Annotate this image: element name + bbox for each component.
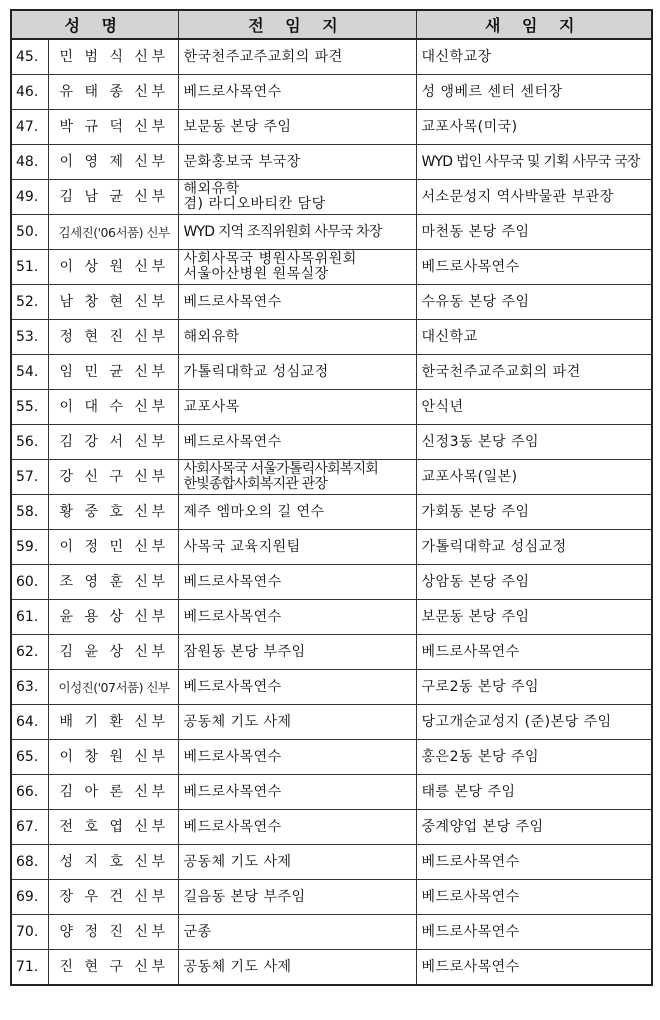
table-row: [11, 915, 652, 950]
header-previous: 전 임 지: [178, 10, 416, 39]
previous-post: [178, 530, 416, 565]
table-row: [11, 110, 652, 145]
row-number: 61.: [11, 600, 48, 635]
new-post: 중계양업 본당 주임: [416, 810, 652, 845]
new-post: 신정3동 본당 주임: [416, 425, 652, 460]
table-body: [11, 39, 652, 985]
previous-post-line: 한빛종합사회복지관 관장: [183, 476, 328, 492]
previous-post-line: 베드로사목연수: [183, 433, 282, 450]
previous-post: [178, 950, 416, 986]
row-number: 64.: [11, 705, 48, 740]
row-number: 46.: [11, 75, 48, 110]
row-number: 54.: [11, 355, 48, 390]
row-number: 45.: [11, 39, 48, 75]
priest-name: 윤 용 상 신부: [48, 600, 178, 635]
table-row: [11, 180, 652, 215]
new-post: 상암동 본당 주임: [416, 565, 652, 600]
previous-post-line: 잠원동 본당 부주임: [183, 643, 306, 660]
priest-name: 남 창 현 신부: [48, 285, 178, 320]
previous-post: [178, 845, 416, 880]
priest-name: 임 민 균 신부: [48, 355, 178, 390]
new-post: 베드로사목연수: [416, 915, 652, 950]
previous-post: [178, 180, 416, 215]
new-post: 서소문성지 역사박물관 부관장: [416, 180, 652, 215]
previous-post: [178, 600, 416, 635]
new-post: 베드로사목연수: [416, 950, 652, 986]
row-number: 58.: [11, 495, 48, 530]
priest-name: 이 상 원 신부: [48, 250, 178, 285]
previous-post-line: 한국천주교주교회의 파견: [183, 48, 343, 65]
new-post: 베드로사목연수: [416, 880, 652, 915]
previous-post: [178, 495, 416, 530]
previous-post-line: 베드로사목연수: [183, 608, 282, 625]
table-row: [11, 355, 652, 390]
new-post: 대신학교: [416, 320, 652, 355]
table-row: [11, 600, 652, 635]
table-row: [11, 460, 652, 495]
row-number: 55.: [11, 390, 48, 425]
previous-post: [178, 740, 416, 775]
new-post: 베드로사목연수: [416, 250, 652, 285]
previous-post: [178, 880, 416, 915]
previous-post-line: 해외유학: [183, 181, 240, 197]
previous-post: [178, 425, 416, 460]
row-number: 67.: [11, 810, 48, 845]
new-post: 태릉 본당 주임: [416, 775, 652, 810]
previous-post: [178, 460, 416, 495]
previous-post-line: 사회사목국 서울가톨릭사회복지회: [183, 461, 379, 477]
priest-name: 이 대 수 신부: [48, 390, 178, 425]
previous-post-line: 군종: [183, 923, 212, 940]
priest-name: 김세진('06서품) 신부: [48, 215, 178, 250]
table-row: [11, 705, 652, 740]
priest-name: 강 신 구 신부: [48, 460, 178, 495]
previous-post: [178, 635, 416, 670]
priest-name: 김 남 균 신부: [48, 180, 178, 215]
priest-name: 박 규 덕 신부: [48, 110, 178, 145]
previous-post-line: 서울아산병원 원목실장: [183, 266, 329, 282]
previous-post: [178, 250, 416, 285]
previous-post: [178, 215, 416, 250]
previous-post: [178, 775, 416, 810]
new-post: 대신학교장: [416, 39, 652, 75]
priest-name: 민 범 식 신부: [48, 39, 178, 75]
priest-name: 김 윤 상 신부: [48, 635, 178, 670]
priest-name: 배 기 환 신부: [48, 705, 178, 740]
row-number: 68.: [11, 845, 48, 880]
row-number: 65.: [11, 740, 48, 775]
row-number: 60.: [11, 565, 48, 600]
table-row: [11, 740, 652, 775]
row-number: 70.: [11, 915, 48, 950]
previous-post-line: 교포사목: [183, 398, 240, 415]
previous-post: [178, 39, 416, 75]
priest-name: 조 영 훈 신부: [48, 565, 178, 600]
row-number: 47.: [11, 110, 48, 145]
previous-post: [178, 670, 416, 705]
new-post: 한국천주교주교회의 파견: [416, 355, 652, 390]
priest-name: 유 태 종 신부: [48, 75, 178, 110]
row-number: 66.: [11, 775, 48, 810]
previous-post-line: 베드로사목연수: [183, 83, 282, 100]
new-post: 구로2동 본당 주임: [416, 670, 652, 705]
header-new: 새 임 지: [416, 10, 652, 39]
previous-post: [178, 355, 416, 390]
new-post: 베드로사목연수: [416, 635, 652, 670]
previous-post-line: 문화홍보국 부국장: [183, 153, 301, 170]
priest-name: 정 현 진 신부: [48, 320, 178, 355]
row-number: 52.: [11, 285, 48, 320]
priest-name: 장 우 건 신부: [48, 880, 178, 915]
table-row: [11, 565, 652, 600]
table-row: [11, 950, 652, 986]
previous-post: [178, 285, 416, 320]
new-post: WYD 법인 사무국 및 기획 사무국 국장: [416, 145, 652, 180]
priest-name: 김 아 론 신부: [48, 775, 178, 810]
previous-post-line: 베드로사목연수: [183, 293, 282, 310]
new-post: 가톨릭대학교 성심교정: [416, 530, 652, 565]
previous-post-line: 보문동 본당 주임: [183, 118, 292, 135]
new-post: 성 앵베르 센터 센터장: [416, 75, 652, 110]
new-post: 보문동 본당 주임: [416, 600, 652, 635]
new-post: 안식년: [416, 390, 652, 425]
previous-post-line: 제주 엠마오의 길 연수: [183, 503, 325, 520]
row-number: 71.: [11, 950, 48, 986]
previous-post-line: 베드로사목연수: [183, 678, 282, 695]
appointments-table: [10, 9, 653, 986]
previous-post: [178, 705, 416, 740]
new-post: 마천동 본당 주임: [416, 215, 652, 250]
row-number: 62.: [11, 635, 48, 670]
new-post: 당고개순교성지 (준)본당 주임: [416, 705, 652, 740]
table-row: [11, 320, 652, 355]
priest-name: 이성진('07서품) 신부: [48, 670, 178, 705]
table-row: [11, 39, 652, 75]
priest-name: 황 중 호 신부: [48, 495, 178, 530]
previous-post-line: 공동체 기도 사제: [183, 713, 292, 730]
previous-post-line: 사회사목국 병원사목위원회: [183, 251, 357, 267]
table-row: [11, 145, 652, 180]
priest-name: 이 창 원 신부: [48, 740, 178, 775]
previous-post: [178, 390, 416, 425]
priest-name: 이 영 제 신부: [48, 145, 178, 180]
priest-name: 성 지 호 신부: [48, 845, 178, 880]
row-number: 48.: [11, 145, 48, 180]
previous-post-line: WYD 지역 조직위원회 사무국 차장: [183, 223, 382, 240]
new-post: 교포사목(일본): [416, 460, 652, 495]
header-name: 성 명: [11, 10, 178, 39]
table-row: [11, 285, 652, 320]
table-row: [11, 845, 652, 880]
table-row: [11, 495, 652, 530]
new-post: 베드로사목연수: [416, 845, 652, 880]
table-row: [11, 250, 652, 285]
previous-post-line: 길음동 본당 부주임: [183, 888, 306, 905]
previous-post-line: 베드로사목연수: [183, 783, 282, 800]
table-row: [11, 810, 652, 845]
row-number: 69.: [11, 880, 48, 915]
new-post: 홍은2동 본당 주임: [416, 740, 652, 775]
previous-post-line: 베드로사목연수: [183, 748, 282, 765]
previous-post-line: 공동체 기도 사제: [183, 958, 292, 975]
priest-name: 전 호 엽 신부: [48, 810, 178, 845]
previous-post: [178, 320, 416, 355]
row-number: 59.: [11, 530, 48, 565]
row-number: 49.: [11, 180, 48, 215]
new-post: 가회동 본당 주임: [416, 495, 652, 530]
previous-post-line: 사목국 교육지원팀: [183, 538, 301, 555]
appointments-table-container: [10, 9, 653, 986]
row-number: 56.: [11, 425, 48, 460]
new-post: 교포사목(미국): [416, 110, 652, 145]
table-row: [11, 635, 652, 670]
previous-post-line: 베드로사목연수: [183, 573, 282, 590]
table-row: [11, 880, 652, 915]
table-row: [11, 390, 652, 425]
priest-name: 진 현 구 신부: [48, 950, 178, 986]
table-row: [11, 75, 652, 110]
table-row: [11, 215, 652, 250]
previous-post: [178, 110, 416, 145]
row-number: 53.: [11, 320, 48, 355]
previous-post: [178, 145, 416, 180]
priest-name: 김 강 서 신부: [48, 425, 178, 460]
previous-post: [178, 810, 416, 845]
previous-post: [178, 915, 416, 950]
row-number: 63.: [11, 670, 48, 705]
previous-post-line: 공동체 기도 사제: [183, 853, 292, 870]
row-number: 57.: [11, 460, 48, 495]
table-row: [11, 530, 652, 565]
row-number: 51.: [11, 250, 48, 285]
priest-name: 양 정 진 신부: [48, 915, 178, 950]
previous-post-line: 해외유학: [183, 328, 240, 345]
new-post: 수유동 본당 주임: [416, 285, 652, 320]
previous-post-line: 겸) 라디오바티칸 담당: [183, 196, 326, 212]
table-row: [11, 775, 652, 810]
table-row: [11, 670, 652, 705]
previous-post: [178, 565, 416, 600]
previous-post: [178, 75, 416, 110]
header-row: [11, 10, 652, 39]
priest-name: 이 정 민 신부: [48, 530, 178, 565]
row-number: 50.: [11, 215, 48, 250]
table-row: [11, 425, 652, 460]
previous-post-line: 베드로사목연수: [183, 818, 282, 835]
previous-post-line: 가톨릭대학교 성심교정: [183, 363, 329, 380]
